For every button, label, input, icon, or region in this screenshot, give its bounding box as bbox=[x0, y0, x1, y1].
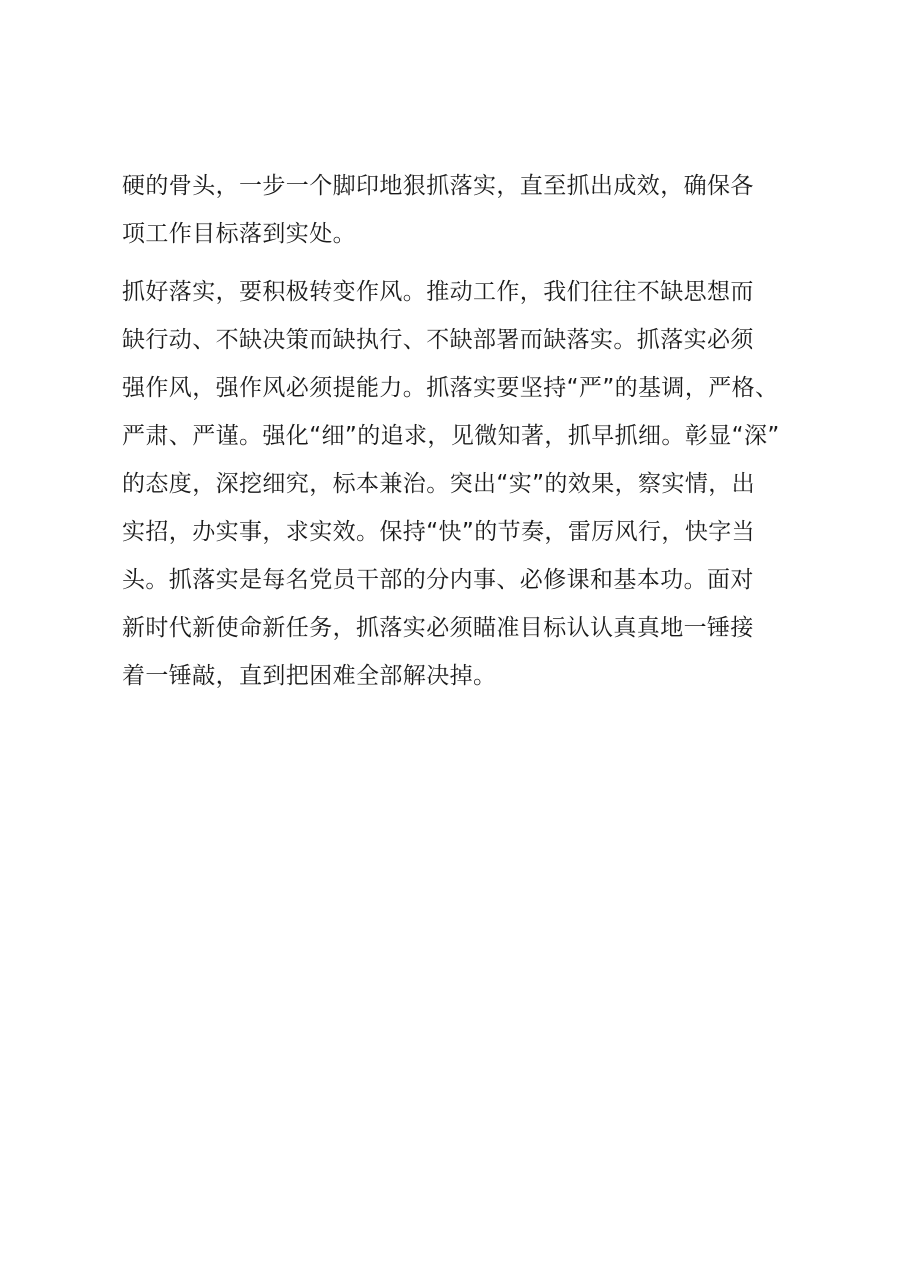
text-line: 的态度，深挖细究，标本兼治。突出“实”的效果，察实情，出 bbox=[122, 471, 756, 497]
text-line: 项工作目标落到实处。 bbox=[122, 221, 356, 247]
text-line: 抓好落实，要积极转变作风。推动工作，我们往往不缺思想而 bbox=[122, 279, 754, 305]
text-line: 强作风，强作风必须提能力。抓落实要坚持“严”的基调，严格、 bbox=[122, 375, 779, 401]
text-line: 硬的骨头，一步一个脚印地狠抓落实，直至抓出成效，确保各 bbox=[122, 173, 754, 199]
text-line: 新时代新使命新任务，抓落实必须瞄准目标认认真真地一锤接 bbox=[122, 615, 754, 641]
paragraph-spacer bbox=[122, 258, 812, 268]
document-body bbox=[122, 162, 812, 700]
text-line: 头。抓落实是每名党员干部的分内事、必修课和基本功。面对 bbox=[122, 567, 754, 593]
text-line: 着一锤敲，直到把困难全部解决掉。 bbox=[122, 663, 497, 689]
text-line: 缺行动、不缺决策而缺执行、不缺部署而缺落实。抓落实必须 bbox=[122, 327, 754, 353]
text-line: 实招，办实事，求实效。保持“快”的节奏，雷厉风行，快字当 bbox=[122, 519, 756, 545]
paragraph-2 bbox=[122, 268, 812, 700]
text-line: 严肃、严谨。强化“细”的追求，见微知著，抓早抓细。彰显“深” bbox=[122, 423, 780, 449]
paragraph-1 bbox=[122, 162, 812, 258]
